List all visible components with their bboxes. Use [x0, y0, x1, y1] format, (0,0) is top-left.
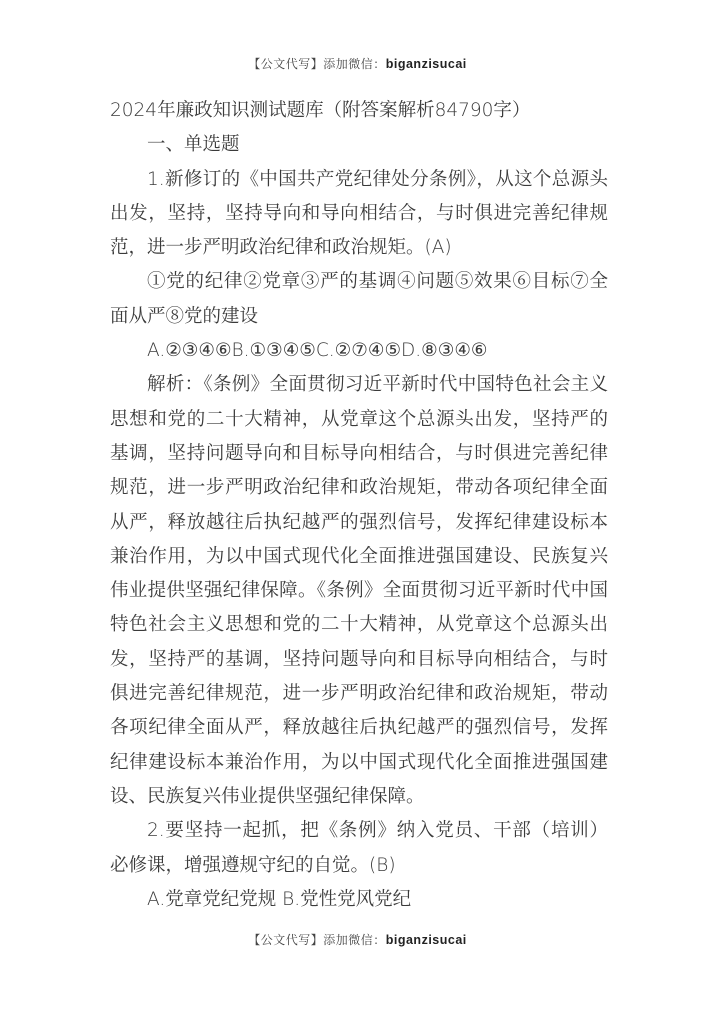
header-prefix: 【公文代写】添加微信：: [248, 57, 386, 71]
header-brand: biganzisucai: [385, 57, 467, 71]
question-1-analysis: 解析：《条例》全面贯彻习近平新时代中国特色社会主义思想和党的二十大精神，从党章这个总源头出发，坚持严的基调，坚持问题导向和目标导向相结合，与时俱进完善纪律规范，进一步严明政治纪律和政治规矩，带动各项纪律全面从严，释放越往后执纪越严的强烈信号，发挥纪律建设标本兼治作用，为以中国式现代化全面推进强国建设、民族复兴伟业提供坚强纪律保障。《条例》全面贯彻习近平新时代中国特色社会主义思想和党的二十大精神，从党章这个总源头出发，坚持严的基调，坚持问题导向和目标导向相结合，与时俱进完善纪律规范，进一步严明政治纪律和政治规矩，带动各项纪律全面从严，释放越往后执纪越严的强烈信号，发挥纪律建设标本兼治作用，为以中国式现代化全面推进强国建设、民族复兴伟业提供坚强纪律保障。: [110, 374, 608, 807]
footer-brand: biganzisucai: [385, 933, 467, 947]
document-title: 2024年廉政知识测试题库（附答案解析84790字）: [110, 100, 531, 121]
page-footer: [0, 931, 715, 948]
section-heading: 一、单选题: [147, 134, 240, 156]
footer-prefix: 【公文代写】添加微信：: [248, 933, 386, 947]
question-1-items: ①党的纪律②党章③严的基调④问题⑤效果⑥目标⑦全面从严⑧党的建设: [110, 271, 608, 327]
question-2-options: A.党章党纪党规 B.党性党风党纪: [147, 888, 412, 910]
question-1-options: A.②③④⑥B.①③④⑤C.②⑦④⑤D.⑧③④⑥: [147, 340, 488, 362]
question-1-stem: 1.新修订的《中国共产党纪律处分条例》，从这个总源头出发，坚持，坚持导向和导向相结合，与时俱进完善纪律规范，进一步严明政治纪律和政治规矩。(A): [110, 168, 608, 259]
question-2-stem: 2.要坚持一起抓，把《条例》纳入党员、干部（培训）必修课，增强遵规守纪的自觉。(B): [110, 820, 608, 876]
page-header: [0, 55, 715, 72]
document-body: [110, 94, 608, 917]
